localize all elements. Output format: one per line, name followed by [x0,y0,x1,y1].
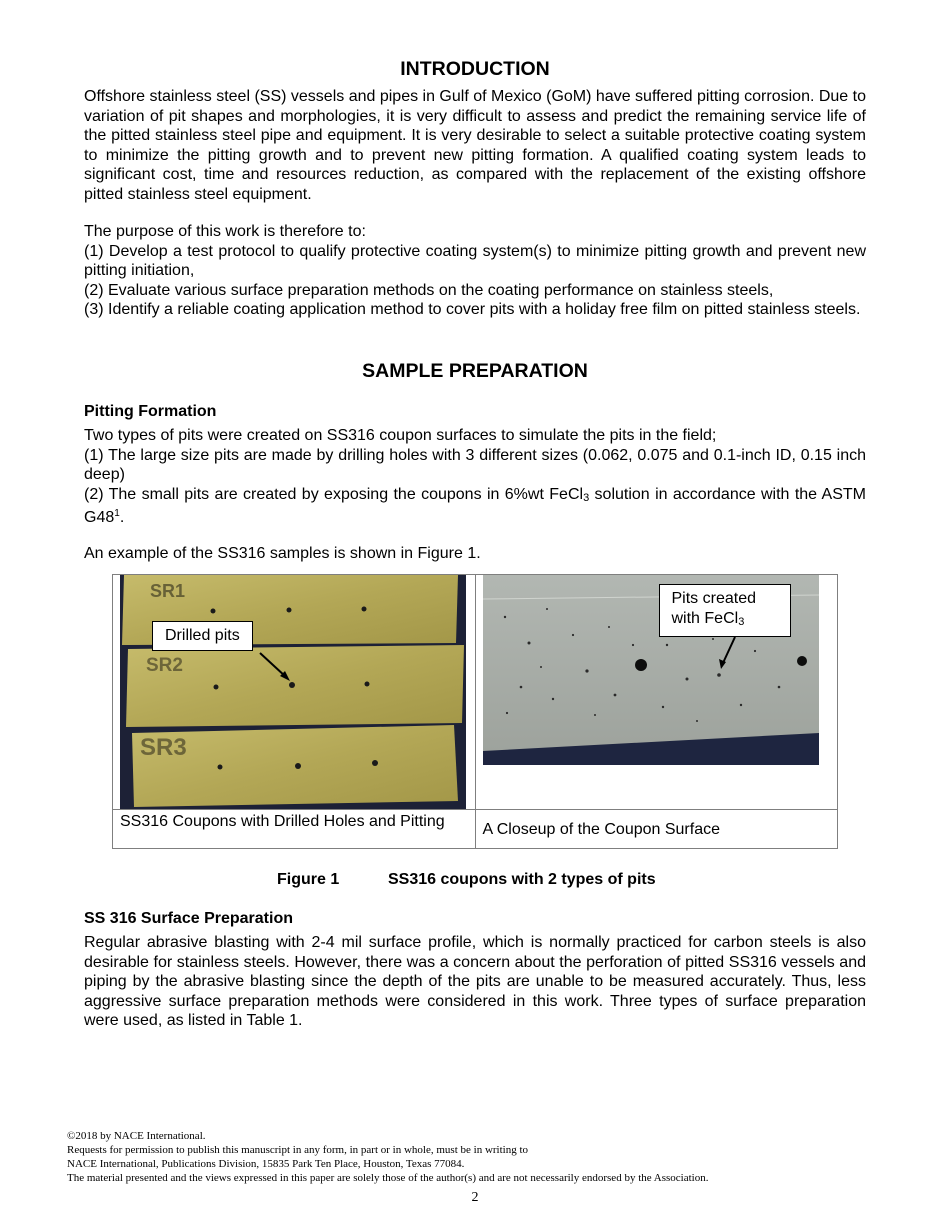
pitting-item-1: (1) The large size pits are made by drilling holes with 3 different sizes (0.062, 0.075 and 0.1-inch ID, 0.15 inch deep) [84,446,866,483]
figure-right-caption: A Closeup of the Coupon Surface [482,821,720,838]
purpose-lead: The purpose of this work is therefore to: [84,223,366,240]
pitting-item-2-text-a: (2) The small pits are created by exposing the coupons in 6%wt FeCl [84,485,584,503]
fecl3-callout-text: with FeCl [671,610,739,627]
drilled-pit [365,682,370,687]
coupon-label-sr2: SR2 [146,655,183,676]
drilled-pit [214,685,219,690]
coupon-label-sr1: SR1 [150,581,186,601]
drilled-pits-callout: Drilled pits [152,621,253,651]
figure-1-table [112,574,838,849]
figure-left-caption: SS316 Coupons with Drilled Holes and Pitting [120,813,445,830]
drilled-pit [635,659,647,671]
footer-line-1: ©2018 by NACE International. [67,1130,206,1142]
figure-right-caption-cell [475,810,838,849]
purpose-list [84,222,866,320]
figure-reference-line [84,544,866,564]
introduction-body [84,87,866,204]
figure-1-caption [277,870,656,890]
purpose-item-1: (1) Develop a test protocol to qualify protective coating system(s) to minimize pitting growth and prevent new pitting initiation, [84,242,866,279]
surface-preparation-paragraph: Regular abrasive blasting with 2-4 mil surface profile, which is normally practiced for carbon steels is also desirable for stainless steels. However, there was a concern about the perforation of pitted SS316 vessels and piping by the abrasive blasting since the depth of the pits are unable to be measured accurately. Thus, less aggressive surface preparation methods were considered in this work. Three types of surface preparation were used, as listed in Table 1. [84,934,866,1029]
surface-preparation-body [84,933,866,1031]
fecl3-callout-line-2 [672,609,778,632]
footer-line-3: NACE International, Publications Division, 15835 Park Ten Place, Houston, Texas 77084. [67,1158,465,1170]
pitting-item-2-text-b: solution in accordance with the ASTM G48 [84,485,866,526]
pitting-item-2-text-c: . [119,509,125,526]
introduction-heading: INTRODUCTION [400,58,550,80]
purpose-item-3: (3) Identify a reliable coating application method to cover pits with a holiday free film on pitted stainless steels. [84,301,861,318]
coupons-photo [120,575,466,809]
introduction-paragraph: Offshore stainless steel (SS) vessels and pipes in Gulf of Mexico (GoM) have suffered pitting corrosion. Due to variation of pit shapes and morphologies, it is very difficult to assess and predict the remaining service life of the pitted stainless steel pipe and equipment. It is very desirable to select a suitable protective coating system to minimize the pitting growth and to prevent new pitting formation. A qualified coating system leads to significant cost, time and resources reduction, as compared with the replacement of the existing offshore pitted stainless steel equipment. [84,88,866,203]
figure-number: Figure 1 [277,871,340,888]
drilled-pit [362,607,367,612]
pitting-formation-body [84,426,866,528]
pitting-item-2 [84,485,866,528]
footer-line-2: Requests for permission to publish this manuscript in any form, in part or in whole, must be in writing to [67,1144,529,1156]
footer-line-4: The material presented and the views expressed in this paper are solely those of the author(s) and are not necessarily endorsed by the Association. [67,1172,709,1184]
purpose-item-2: (2) Evaluate various surface preparation methods on the coating performance on stainless steels, [84,281,774,299]
drilled-pit [372,760,378,766]
figure-reference-text: An example of the SS316 samples is shown in Figure 1. [84,545,481,562]
fecl3-callout-subscript: 3 [738,616,745,628]
figure-right-image-cell [475,575,838,810]
fecl3-subscript: 3 [583,491,590,504]
fecl3-pits-callout [659,584,791,637]
fecl3-callout-line-1: Pits created [671,590,756,607]
copyright-footer [67,1129,708,1185]
drilled-pit [211,609,216,614]
pitting-lead: Two types of pits were created on SS316 coupon surfaces to simulate the pits in the field; [84,427,717,444]
pitting-formation-heading: Pitting Formation [84,403,217,420]
figure-title: SS316 coupons with 2 types of pits [388,871,656,888]
drilled-pit [797,656,807,666]
drilled-pit [287,608,292,613]
reference-superscript: 1 [114,508,120,519]
figure-left-caption-cell [113,810,476,849]
drilled-pit [289,682,295,688]
drilled-pit [295,763,301,769]
page-number: 2 [471,1190,479,1205]
figure-left-image-cell [113,575,476,810]
drilled-pit [218,765,223,770]
sample-preparation-heading: SAMPLE PREPARATION [362,360,588,382]
coupon-label-sr3: SR3 [140,734,187,761]
surface-preparation-heading: SS 316 Surface Preparation [84,910,293,927]
